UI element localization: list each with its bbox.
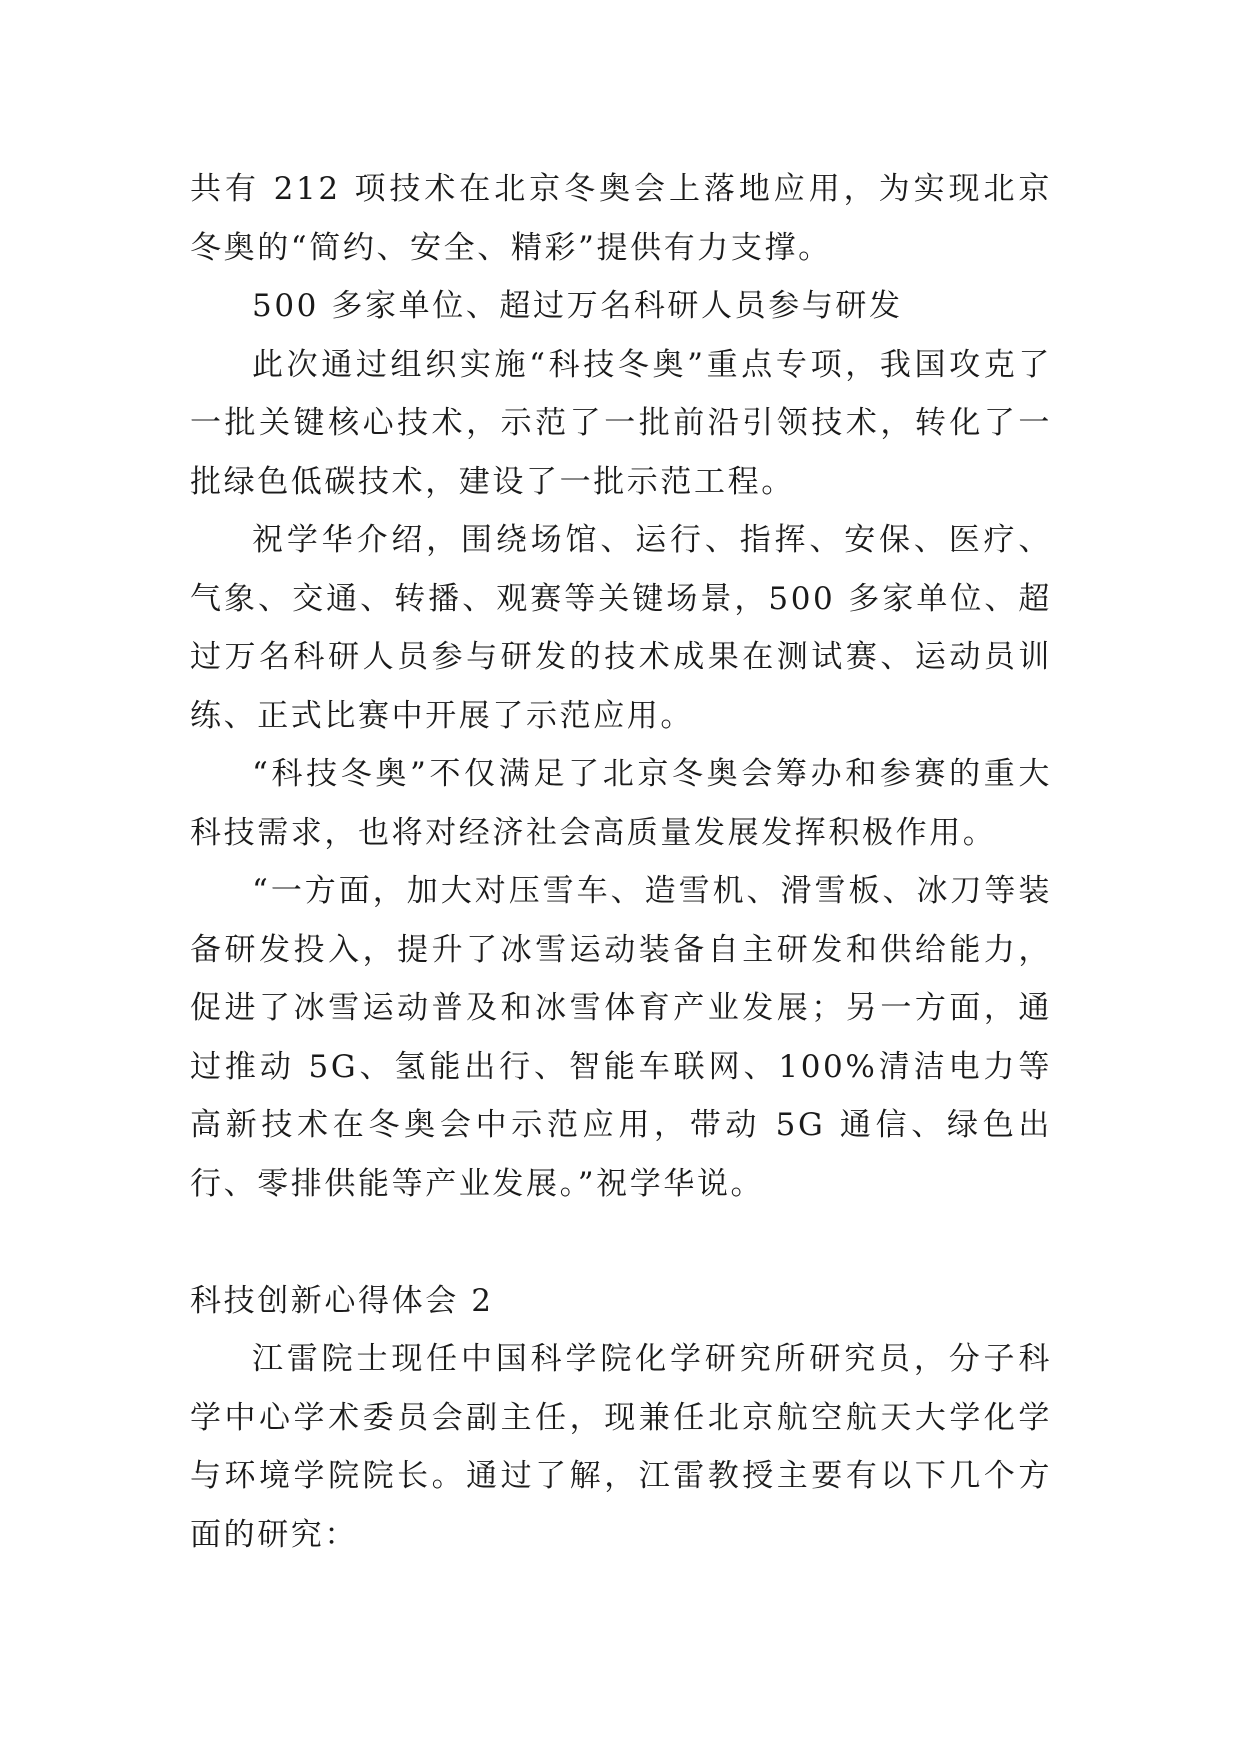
paragraph: “科技冬奥”不仅满足了北京冬奥会筹办和参赛的重大科技需求，也将对经济社会高质量发展发挥积极作用。 [190,756,1052,851]
paragraph: 江雷院士现任中国科学院化学研究所研究员，分子科学中心学术委员会副主任，现兼任北京航空航天大学化学与环境学院院长。通过了解，江雷教授主要有以下几个方面的研究： [190,1341,1052,1553]
section-spacer [190,1213,1052,1272]
paragraph: 此次通过组织实施“科技冬奥”重点专项，我国攻克了一批关键核心技术，示范了一批前沿引领技术，转化了一批绿色低碳技术，建设了一批示范工程。 [190,346,1052,500]
paragraph: “一方面，加大对压雪车、造雪机、滑雪板、冰刀等装备研发投入，提升了冰雪运动装备自主研发和供给能力，促进了冰雪运动普及和冰雪体育产业发展；另一方面，通过推动 5G、氢能出行、智能车联网、100%清洁电力等高新技术在冬奥会中示范应用，带动 5G 通信、绿色出行、零排供能等产业发展。”祝学华说。 [190,873,1052,1202]
paragraph: 共有 212 项技术在北京冬奥会上落地应用，为实现北京冬奥的“简约、安全、精彩”提供有力支撑。 [190,171,1052,266]
subheading: 500 多家单位、超过万名科研人员参与研发 [252,288,903,324]
paragraph: 祝学华介绍，围绕场馆、运行、指挥、安保、医疗、气象、交通、转播、观赛等关键场景，500 多家单位、超过万名科研人员参与研发的技术成果在测试赛、运动员训练、正式比赛中开展了示范应用。 [190,522,1052,734]
section-title: 科技创新心得体会 2 [190,1282,494,1319]
document-body [190,160,1052,1564]
